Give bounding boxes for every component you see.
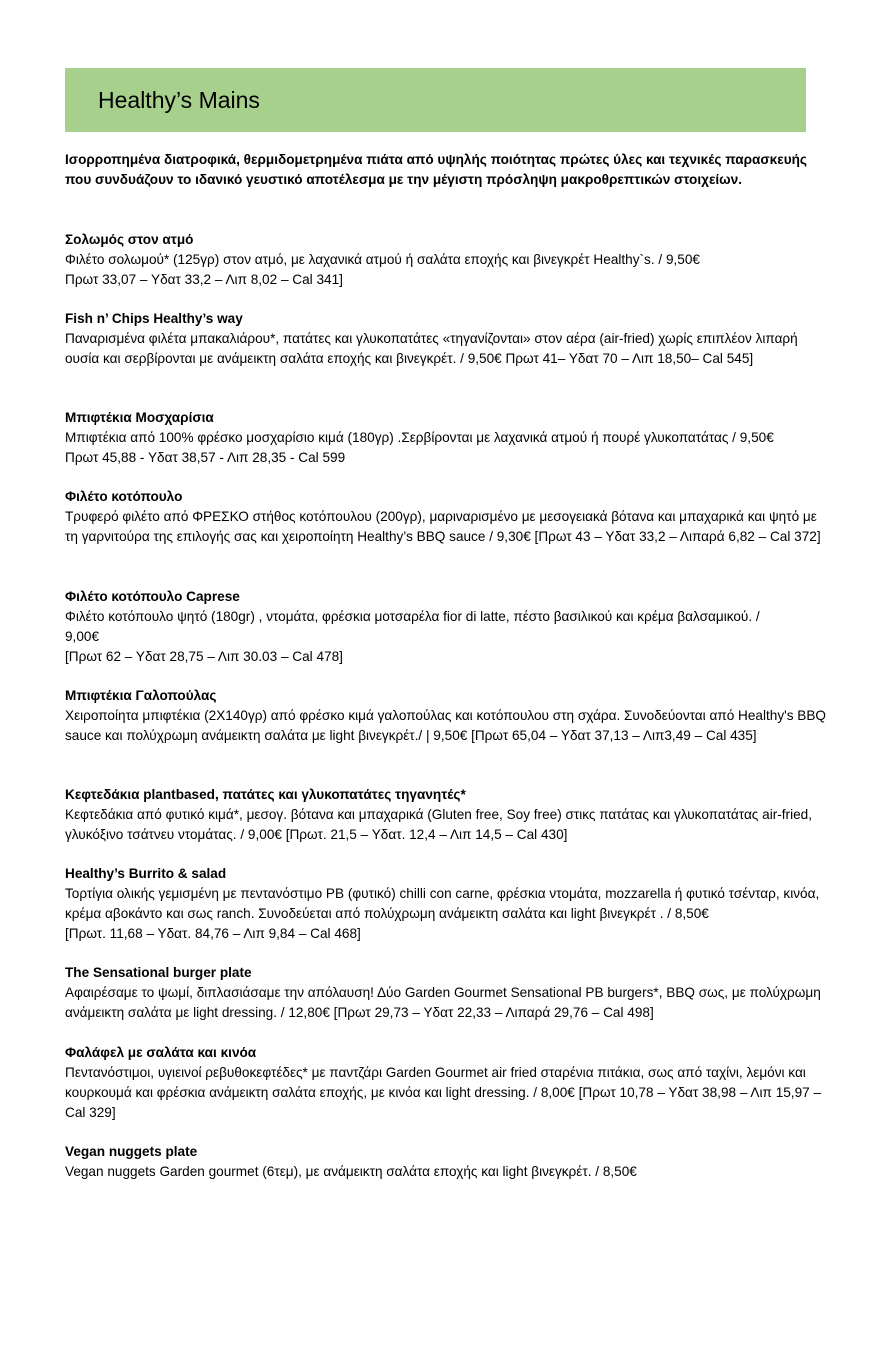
- menu-item-name: Μπιφτέκια Γαλοπούλας: [65, 688, 217, 703]
- menu-item-description: Τορτίγια ολικής γεμισμένη με πεντανόστιμο PB (φυτικό) chilli con carne, φρέσκια ντομάτα, mozzarella ή φυτικό τσένταρ, κινόα, κρέμα αβοκάντο και σως ranch. Συνοδεύεται από πολύχρωμη ανάμεικτη σαλάτα και light βινεγκρέτ . / 8,50€ [Πρωτ. 11,68 – Υδατ. 84,76 – Λιπ 9,84 – Cal 468]: [65, 886, 820, 941]
- menu-item-description: Vegan nuggets Garden gourmet (6τεμ), με ανάμεικτη σαλάτα εποχής και light βινεγκρέτ. / 8,50€: [65, 1164, 637, 1179]
- menu-item: [65, 785, 827, 845]
- menu-item-name: Vegan nuggets plate: [65, 1144, 198, 1159]
- menu-item: [65, 487, 827, 547]
- menu-item-name: Φαλάφελ με σαλάτα και κινόα: [65, 1045, 257, 1060]
- menu-item: [65, 963, 827, 1023]
- menu-item-name: The Sensational burger plate: [65, 965, 252, 980]
- menu-item-description: Τρυφερό φιλέτο από ΦΡΕΣΚΟ στήθος κοτόπουλου (200γρ), μαριναρισμένο με μεσογειακά βότανα και μπαχαρικά και ψητό με τη γαρνιτούρα της επιλογής σας και χειροποίητη Healthy’s BBQ sauce / 9,30€ [Πρωτ 43 – Υδατ 33,2 – Λιπαρά 6,82 – Cal 372]: [65, 509, 821, 544]
- menu-item-description: Φιλέτο κοτόπουλο ψητό (180gr) , ντομάτα, φρέσκια μοτσαρέλα fior di latte, πέστο βασιλικού και κρέμα βαλσαμικού. / 9,00€ [Πρωτ 62 – Υδατ 28,75 – Λιπ 30.03 – Cal 478]: [65, 609, 760, 664]
- menu-item: [65, 864, 827, 944]
- menu-item-description: Χειροποίητα μπιφτέκια (2Χ140γρ) από φρέσκο κιμά γαλοπούλας και κοτόπουλου στη σχάρα. Συνοδεύονται από Healthy's BBQ sauce και πολύχρωμη ανάμεικτη σαλάτα με light βινεγκρέτ./ | 9,50€ [Πρωτ 65,04 – Υδατ 37,13 – Λιπ3,49 – Cal 435]: [65, 708, 827, 743]
- menu-item-name: Κεφτεδάκια plantbased, πατάτες και γλυκοπατάτες τηγανητές*: [65, 787, 466, 802]
- menu-item-name: Μπιφτέκια Μοσχαρίσια: [65, 410, 214, 425]
- section-title: Healthy’s Mains: [98, 87, 260, 113]
- menu-item: [65, 1142, 827, 1182]
- menu-item-name: Σολωμός στον ατμό: [65, 232, 194, 247]
- menu-item: [65, 1043, 827, 1123]
- menu-item: [65, 587, 827, 667]
- menu-item: [65, 230, 827, 290]
- menu-item-name: Healthy’s Burrito & salad: [65, 866, 227, 881]
- menu-item-description: Αφαιρέσαμε το ψωμί, διπλασιάσαμε την απόλαυση! Δύο Garden Gourmet Sensational PB burgers*, BBQ σως, με πολύχρωμη ανάμεικτη σαλάτα με light dressing. / 12,80€ [Πρωτ 29,73 – Υδατ 22,33 – Λιπαρά 29,76 – Cal 498]: [65, 985, 821, 1020]
- menu-item-name: Fish n’ Chips Healthy’s way: [65, 311, 243, 326]
- menu-item-name: Φιλέτο κοτόπουλο Caprese: [65, 589, 240, 604]
- menu-item: [65, 309, 827, 369]
- menu-item: [65, 408, 827, 468]
- menu-item-description: Πεντανόστιμοι, υγιεινοί ρεβυθοκεφτέδες* με παντζάρι Garden Gourmet air fried σταρένια πιτάκια, σως από ταχίνι, λεμόνι και κουρκουμά και φρέσκια ανάμεικτη σαλάτα εποχής, με κινόα και light dressing. / 8,00€ [Πρωτ 10,78 – Υδατ 38,98 – Λιπ 15,97 – Cal 329]: [65, 1065, 822, 1120]
- menu-item-description: Φιλέτο σολωμού* (125γρ) στον ατμό, με λαχανικά ατμού ή σαλάτα εποχής και βινεγκρέτ Healthy`s. / 9,50€ Πρωτ 33,07 – Υδατ 33,2 – Λιπ 8,02 – Cal 341]: [65, 252, 700, 287]
- intro-text: Ισορροπημένα διατροφικά, θερμιδομετρημένα πιάτα από υψηλής ποιότητας πρώτες ύλες και τεχνικές παρασκευής που συνδυάζουν το ιδανικό γευστικό αποτέλεσμα με την μέγιστη πρόσληψη μακροθρεπτικών στοιχείων.: [65, 152, 807, 187]
- menu-item: [65, 686, 827, 746]
- menu-item-name: Φιλέτο κοτόπουλο: [65, 489, 183, 504]
- menu-item-description: Κεφτεδάκια από φυτικό κιμά*, μεσογ. βότανα και μπαχαρικά (Gluten free, Soy free) στικς πατάτας και γλυκοπατάτας air-fried, γλυκόξινο τσάτνευ ντομάτας. / 9,00€ [Πρωτ. 21,5 – Υδατ. 12,4 – Λιπ 14,5 – Cal 430]: [65, 807, 812, 842]
- menu-item-description: Μπιφτέκια από 100% φρέσκο μοσχαρίσιο κιμά (180γρ) .Σερβίρονται με λαχανικά ατμού ή πουρέ γλυκοπατάτας / 9,50€ Πρωτ 45,88 - Υδατ 38,57 - Λιπ 28,35 - Cal 599: [65, 430, 774, 465]
- section-header: [65, 68, 806, 132]
- menu-item-description: Παναρισμένα φιλέτα μπακαλιάρου*, πατάτες και γλυκοπατάτες «τηγανίζονται» στον αέρα (air-fried) χωρίς επιπλέον λιπαρή ουσία και σερβίρονται με ανάμεικτη σαλάτα εποχής και βινεγκρέτ. / 9,50€ Πρωτ 41– Υδατ 70 – Λιπ 18,50– Cal 545]: [65, 331, 798, 366]
